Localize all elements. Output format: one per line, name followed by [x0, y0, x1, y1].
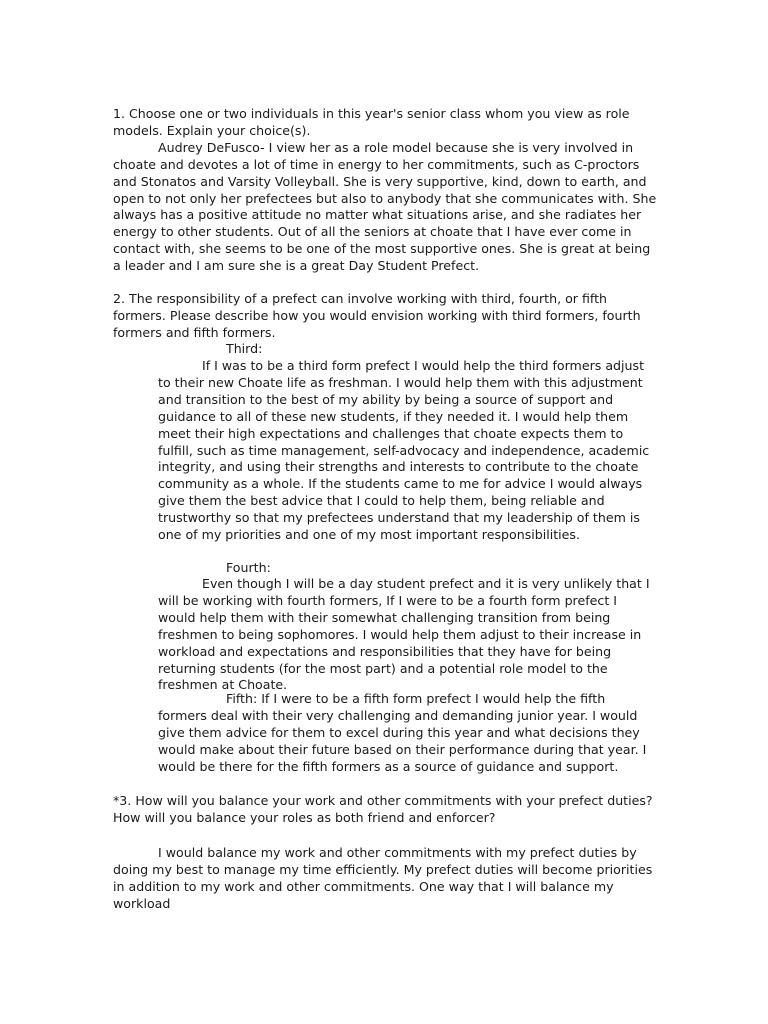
fourth-form-heading: Fourth: [226, 560, 271, 575]
question-1-prompt: 1. Choose one or two individuals in this year's senior class whom you view as role models. Explain your choice(s). [113, 106, 630, 138]
fifth-form-answer: Fifth: If I were to be a fifth form prefect I would help the fifth formers deal with their very challenging and demanding junior year. I would give them advice for them to excel during this year and what decisions they would make about their future based on their performance during that year. I would be there for the fifth formers as a source of guidance and support. [158, 691, 647, 774]
question-2-prompt: 2. The responsibility of a prefect can involve working with third, fourth, or fifth formers. Please describe how you would envision working with third formers, fourth formers and fifth formers. [113, 291, 641, 340]
question-3-answer: I would balance my work and other commitments with my prefect duties by doing my best to manage my time efficiently. My prefect duties will become priorities in addition to my work and other commitments. One way that I will balance my workload [113, 845, 653, 911]
third-form-answer: If I was to be a third form prefect I would help the third formers adjust to their new Choate life as freshman. I would help them with this adjustment and transition to the best of my ability by being a source of support and guidance to all of these new students, if they needed it. I would help them meet their high expectations and challenges that choate expects them to fulfill, such as time management, self-advocacy and independence, academic integrity, and using their strengths and interests to contribute to the choate community as a whole. If the students came to me for advice I would always give them the best advice that I could to help them, being reliable and trustworthy so that my prefectees understand that my leadership of them is one of my priorities and one of my most important responsibilities. [158, 358, 650, 543]
question-1-answer: Audrey DeFusco- I view her as a role model because she is very involved in choate and devotes a lot of time in energy to her commitments, such as C-proctors and Stonatos and Varsity Volleyball. She is very supportive, kind, down to earth, and open to not only her prefectees but also to anybody that she communicates with. She always has a positive attitude no matter what situations arise, and she radiates her energy to other students. Out of all the seniors at choate that I have ever come in contact with, she seems to be one of the most supportive ones. She is great at being a leader and I am sure she is a great Day Student Prefect. [113, 139, 657, 274]
third-form-heading: Third: [226, 341, 263, 356]
fourth-form-answer: Even though I will be a day student prefect and it is very unlikely that I will be working with fourth formers, If I were to be a fourth form prefect I would help them with their somewhat challenging transition from being freshmen to being sophomores. I would help them adjust to their increase in workload and expectations and responsibilities that they have for being returning students (for the most part) and a potential role model to the freshmen at Choate. [158, 576, 650, 693]
question-3-prompt: *3. How will you balance your work and other commitments with your prefect duties? How will you balance your roles as both friend and enforcer? [113, 793, 653, 825]
question-1-section [113, 106, 658, 275]
